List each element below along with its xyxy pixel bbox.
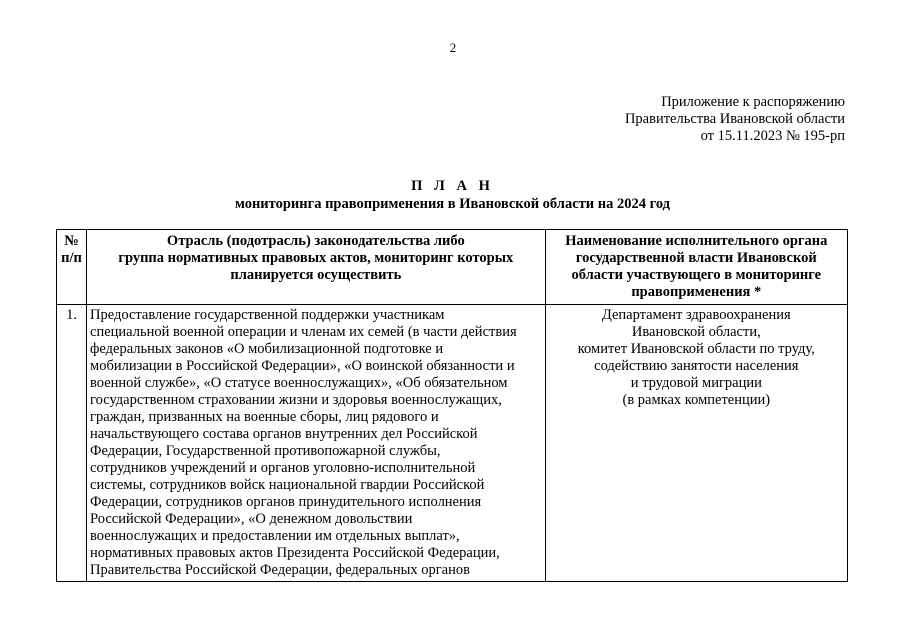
row-num: 1.: [57, 305, 87, 582]
appendix-line-2: Правительства Ивановской области: [624, 111, 845, 127]
branch-line: Федерации, Государственной противопожарной службы,: [90, 443, 441, 459]
plan-table: [56, 229, 848, 582]
branch-line: государственном страховании жизни и здоровья военнослужащих,: [90, 392, 502, 408]
branch-line: военнослужащих и предоставлении им отдельных выплат»,: [90, 528, 460, 544]
org-line: Департамент здравоохранения: [601, 307, 791, 323]
header-num: [57, 230, 87, 305]
plan-subtitle: мониторинга правоприменения в Ивановской области на 2024 год: [235, 196, 670, 212]
branch-line: федеральных законов «О мобилизационной подготовке и: [90, 341, 444, 357]
branch-line: Российской Федерации», «О денежном довольствии: [90, 511, 413, 527]
branch-line: нормативных правовых актов Президента Российской Федерации,: [90, 545, 500, 561]
header-branch-line: группа нормативных правовых актов, мониторинг которых: [118, 250, 514, 266]
org-line: Ивановской области,: [631, 324, 761, 340]
row-org: [545, 305, 847, 582]
plan-title: П Л А Н: [411, 178, 494, 194]
branch-line: Правительства Российской Федерации, федеральных органов: [90, 562, 470, 578]
appendix-line-3: от 15.11.2023 № 195-рп: [700, 128, 845, 144]
branch-line: сотрудников учреждений и органов уголовно-исполнительной: [90, 460, 476, 476]
appendix-block: [625, 94, 845, 145]
branch-line: системы, сотрудников войск национальной гвардии Российской: [90, 477, 485, 493]
branch-line: Предоставление государственной поддержки участникам: [90, 307, 445, 323]
branch-line: специальной военной операции и членам их семей (в части действия: [90, 324, 517, 340]
branch-line: Федерации, сотрудников органов принудительного исполнения: [90, 494, 482, 510]
branch-line: мобилизации в Российской Федерации», «О воинской обязанности и: [90, 358, 515, 374]
header-num-line: п/п: [61, 250, 82, 266]
header-org: [545, 230, 847, 305]
page-number: 2: [449, 40, 457, 55]
branch-line: военной службе», «О статусе военнослужащих», «Об обязательном: [90, 375, 508, 391]
header-org-line: государственной власти Ивановской: [575, 250, 817, 266]
branch-line: граждан, призванных на военные сборы, лиц рядового и: [90, 409, 439, 425]
row-branch: [87, 305, 546, 582]
header-num-line: №: [64, 233, 79, 249]
org-line: и трудовой миграции: [630, 375, 762, 391]
appendix-line-1: Приложение к распоряжению: [661, 94, 845, 110]
header-org-line: правоприменения *: [631, 284, 762, 300]
org-line: комитет Ивановской области по труду,: [577, 341, 815, 357]
org-line: (в рамках компетенции): [622, 392, 771, 408]
branch-line: начальствующего состава органов внутренних дел Российской: [90, 426, 478, 442]
table-header-row: [57, 230, 848, 305]
header-org-line: Наименование исполнительного органа: [565, 233, 828, 249]
table-row: [57, 305, 848, 582]
org-line: содействию занятости населения: [594, 358, 799, 374]
header-branch: [87, 230, 546, 305]
header-branch-line: планируется осуществить: [230, 267, 402, 283]
header-branch-line: Отрасль (подотрасль) законодательства либо: [166, 233, 465, 249]
header-org-line: области участвующего в мониторинге: [571, 267, 822, 283]
